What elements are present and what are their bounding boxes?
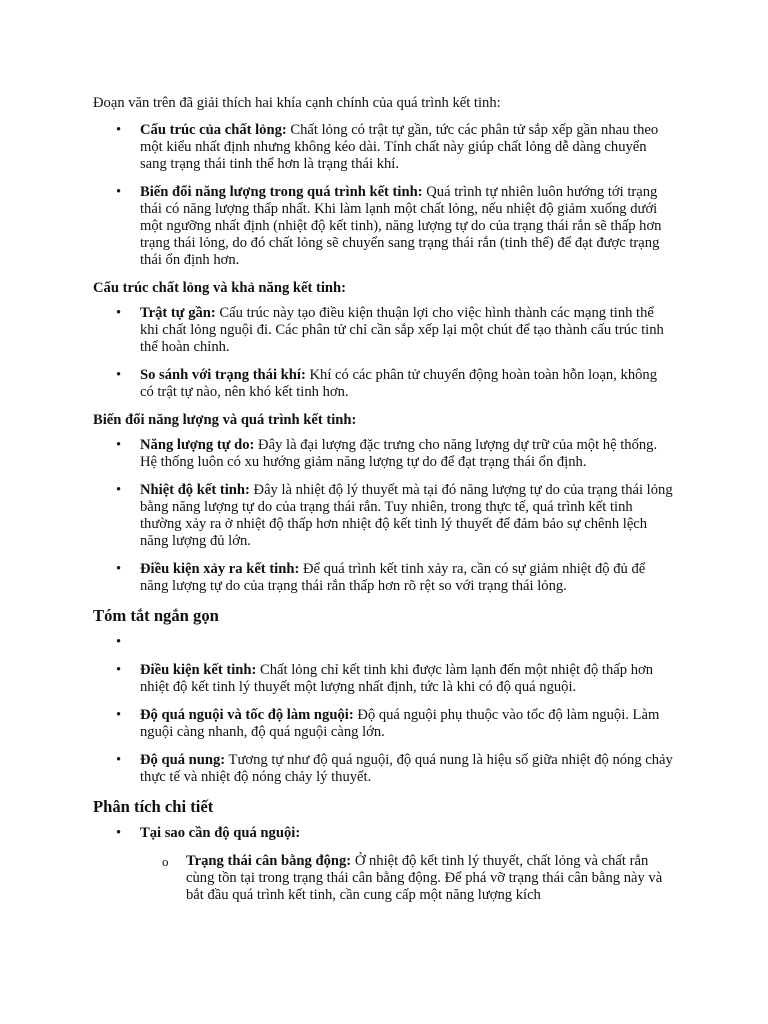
list-item [140,561,674,595]
bullet-icon [116,184,128,201]
list-item [140,305,674,356]
analysis-list [0,825,768,842]
list-item-term: Cấu trúc của chất lỏng: [140,122,287,138]
bullet-icon [116,367,128,384]
list-item-text: Chất lỏng có trật tự gần, tức các phân tử sắp xếp gần nhau theo một kiểu nhất định nhưng không kéo dài. Tính chất này giúp chất lỏng dễ dàng chuyển sang trạng thái tinh thể hơn là trạng thái khí. [140,122,659,172]
list-item-text: Đây là nhiệt độ lý thuyết mà tại đó năng lượng tự do của trạng thái lỏng bằng năng lượng tự do của trạng thái rắn. Tuy nhiên, trong thực tế, quá trình kết tinh thường xảy ra ở nhiệt độ thấp hơn nhiệt độ kết tinh lý thuyết để đảm bảo sự chênh lệch năng lượng đủ lớn. [140,482,673,549]
list-item [140,184,674,269]
list-item-term: So sánh với trạng thái khí: [140,367,306,383]
sublist-item-term: Trạng thái cân bằng động: [186,853,352,869]
bullet-icon [116,482,128,499]
bullet-icon [116,122,128,139]
summary-list [0,634,768,786]
section-heading: Tóm tắt ngắn gọn [93,606,219,625]
bullet-icon [116,561,128,578]
circle-bullet-icon: o [162,854,169,869]
bullet-icon [116,707,128,724]
list-item [140,707,674,741]
section-heading: Phân tích chi tiết [93,797,214,816]
analysis-sublist [0,853,768,904]
list-item [140,122,674,173]
list-item-term: Biến đổi năng lượng trong quá trình kết tinh: [140,184,423,200]
list-item-term: Trật tự gần: [140,305,216,321]
list-item-text: Để quá trình kết tinh xảy ra, cần có sự giảm nhiệt độ đủ để năng lượng tự do của trạng thái rắn thấp hơn rõ rệt so với trạng thái lỏng. [140,561,646,594]
list-item-term: Điều kiện xảy ra kết tinh: [140,561,300,577]
list-item-term: Nhiệt độ kết tinh: [140,482,250,498]
list-item-term: Độ quá nguội và tốc độ làm nguội: [140,707,354,723]
bullet-icon [116,825,128,842]
list-item-term: Tại sao cần độ quá nguội: [140,825,301,841]
intro-paragraph: Đoạn văn trên đã giải thích hai khía cạnh chính của quá trình kết tinh: [93,95,501,111]
liquid-structure-list [0,305,768,401]
bullet-icon [116,662,128,679]
list-item-term: Điều kiện kết tinh: [140,662,257,678]
bullet-icon [116,634,128,651]
energy-list [0,437,768,595]
list-item [140,825,674,842]
bullet-icon [116,305,128,322]
empty-list-item [140,634,674,651]
list-item-text: Cấu trúc này tạo điều kiện thuận lợi cho việc hình thành các mạng tinh thể khi chất lỏng nguội đi. Các phân tử chỉ cần sắp xếp lại một chút để tạo thành cấu trúc tinh thể hoàn chỉnh. [140,305,664,355]
list-item-text: Khí có các phân tử chuyển động hoàn toàn hỗn loạn, không có trật tự nào, nên khó kết tinh hơn. [140,367,658,400]
list-item [140,752,674,786]
list-item [140,662,674,696]
list-item-text: Chất lỏng chỉ kết tinh khi được làm lạnh đến một nhiệt độ thấp hơn nhiệt độ kết tinh lý thuyết một lượng nhất định, tức là khi có độ quá nguội. [140,662,653,695]
aspects-list [0,122,768,269]
list-item-term: Năng lượng tự do: [140,437,255,453]
list-item-text: Quá trình tự nhiên luôn hướng tới trạng thái có năng lượng thấp nhất. Khi làm lạnh một chất lỏng, nếu nhiệt độ giảm xuống dưới một ngưỡng nhất định (nhiệt độ kết tinh), năng lượng tự do của trạng thái rắn sẽ thấp hơn trạng thái lỏng, do đó chất lỏng sẽ chuyển sang trạng thái rắn (tinh thể) để đạt được trạng thái ổn định hơn. [140,184,662,268]
list-item [140,482,674,550]
section-subheading: Biến đổi năng lượng và quá trình kết tinh: [93,412,357,428]
list-item [140,367,674,401]
list-item-text: Đây là đại lượng đặc trưng cho năng lượng dự trữ của một hệ thống. Hệ thống luôn có xu hướng giảm năng lượng tự do để đạt trạng thái ổn định. [140,437,658,470]
list-item [140,437,674,471]
list-item-text: Độ quá nguội phụ thuộc vào tốc độ làm nguội. Làm nguội càng nhanh, độ quá nguội càng lớn. [140,707,660,740]
section-subheading: Cấu trúc chất lỏng và khả năng kết tinh: [93,280,346,296]
bullet-icon [116,437,128,454]
sublist-item-text: Ở nhiệt độ kết tinh lý thuyết, chất lỏng và chất rắn cùng tồn tại trong trạng thái cân bằng động. Để phá vỡ trạng thái cân bằng này và bắt đầu quá trình kết tinh, cần cung cấp một năng lượng kích [186,853,663,903]
list-item [140,634,674,651]
bullet-icon [116,752,128,769]
list-item-text: Tương tự như độ quá nguội, độ quá nung là hiệu số giữa nhiệt độ nóng chảy thực tế và nhiệt độ nóng chảy lý thuyết. [140,752,673,785]
list-item-term: Độ quá nung: [140,752,226,768]
sublist-item [162,853,674,904]
